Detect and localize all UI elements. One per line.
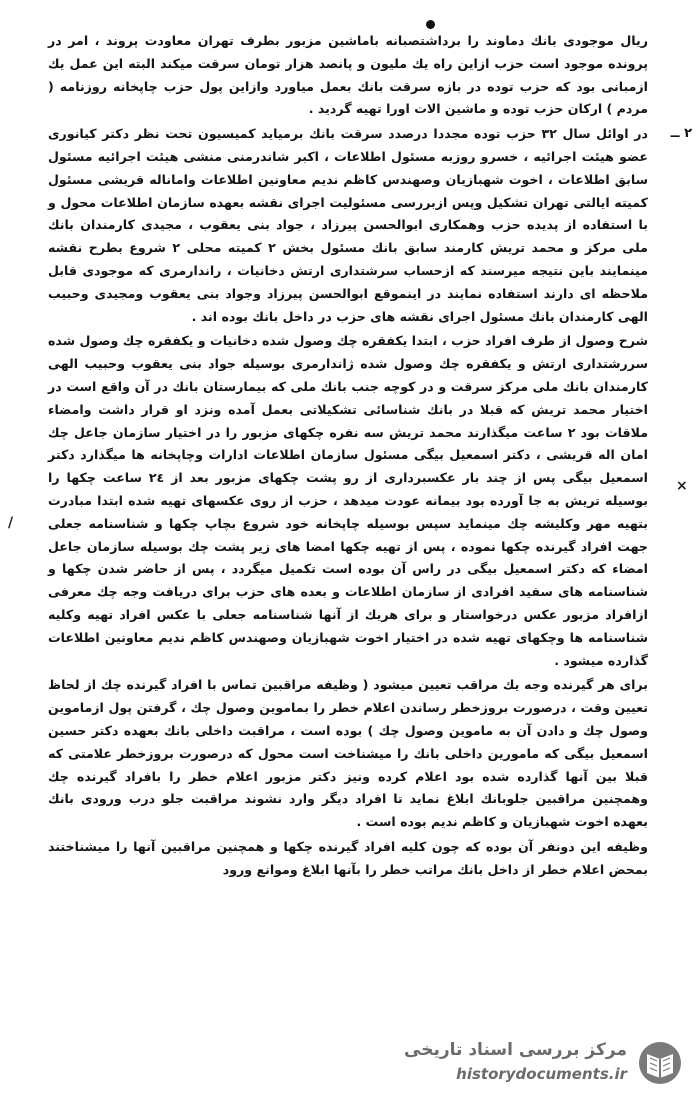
archive-website: historydocuments.ir bbox=[456, 1065, 627, 1083]
paragraph-3: شرح وصول از طرف افراد حزب ، ابتدا یکفقره چك وصول شده دخانیات و یکفقره چك وصول شده سررشتداری ارتش و یکفقره چك وصول شده ژاندارمری بوسیله جواد بنی یعقوب وحبیب الهی کارمندان بانك ملی مرکز سرقت و در کوچه جنب بانك ملی که بیمارستان بانك در آن واقع است در اختیار محمد تریش که قبلا در بانك شناسائی تشکیلاتی بعمل آمده ونزد او قرار داشت وامضاء ملاقات بود ٢ ساعت میگذارند محمد تریش سه نفره چکهای مزبور را در اختیار سازمان جاعل چك امان اله قریشی ، دکتر اسمعیل بیگی مسئول سازمان اطلاعات ادارات وچاپخانه ها میگذارد دکتر اسمعیل بیگی پس از چند بار عکسبرداری از رو پشت چکهای مزبور بعد از ٢٤ ساعت چکها را بوسیله تریش به جا آورده بود بیمانه عودت میدهد ، حزب از روی عکسهای تهیه شده ابتدا مبادرت بتهیه مهر وکلیشه چك مینماید سپس بوسیله چاپخانه خود شروع بچاپ چکها و شناسنامه جعلی جهت افراد گیرنده چکها نموده ، پس از تهیه چکها امضا های زیر پشت چك بوسیله سازمان جاعل امضاء که دکتر اسمعیل بیگی در راس آن بوده است تکمیل میگردد ، پس از حاضر شدن چکها و شناسنامه های سفید افرادی از سازمان اطلاعات و بعده های حزب برای دریافت وجه چك معرفی ازافراد مزبور عکس درخواستار و برای هریك از آنها شناسنامه جعلی با عکس افراد تهیه وکلیه شناسنامه ها وچکهای تهیه شده در اختیار اخوت شهبازیان وصهندس کاظم ندیم معاونین اطلاعات گذارده میشود . bbox=[48, 333, 649, 668]
paragraph-1: ریال موجودی بانك دماوند را برداشتصبانه باماشین مزبور بطرف تهران معاودت پروند ، امر در پرونده موجود است حزب ازاین راه یك ملیون و پانصد هزار تومان سرقت میکند البته این عمل یك ازمبانی بود كه حزب توده در بازه سرقت بانك بعمل میاورد وازاین پول حزب چاپخانه روزنامه ( مردم ) ارکان حزب توده و ماشین الات اورا تهیه گردید . bbox=[48, 33, 648, 117]
left-margin-mark: / bbox=[8, 515, 14, 531]
archive-brand-text: مرکز بررسی اسناد تاریخی bbox=[404, 1040, 627, 1060]
paragraph-4: برای هر گیرنده وجه یك مراقب تعیین میشود ( وظیفه مراقبین تماس با افراد گیرنده چك از لحاظ تعیین وقت ، درصورت بروزخطر رساندن اعلام خطر را بماموین وصول چك ، گرفتن پول ازماموین وصول چك و دادن آن به ماموین وصول چك ) بوده است ، مراقبت داخلی بانك بعهده دکتر حسین اسمعیل بیگی که مامورین داخلی بانك را میشناخت است محول که درصورت بروزخطر علامتی که قبلا بین آنها گذارده شده بود اعلام کرده ونیز دکتر مزبور اعلام خطر را بافراد گیرنده چك وهمچنین مراقبین جلوبانك ابلاغ نماید تا افراد دیگر وارد نشوند مراقبت جلو درب ورودی بانك بعهده اخوت شهبازیان و کاظم ندیم بوده است . bbox=[48, 677, 648, 830]
archive-watermark bbox=[404, 1038, 687, 1090]
paragraph-2 bbox=[48, 123, 692, 328]
paragraph-number-2: ٢ ــ bbox=[670, 126, 692, 142]
paragraph-5: وظیفه این دونفر آن بوده که چون کلیه افراد گیرنده چکها و همچنین مراقبین آنها را میشناختند بمحض اعلام خطر از داخل بانك مراتب خطر را بآنها ابلاغ وموانع ورود bbox=[48, 838, 648, 877]
paragraph-2-text: در اوائل سال ٣٢ حزب توده مجددا درصدد سرقت بانك برمیاید کمیسیون تحت نظر دکتر کیانوری عضو هیئت اجرائیه ، خسرو روزبه مسئول اطلاعات ، اکبر شاندرمنی منشی هیئت اجرائیه مسئول سابق اطلاعات ، اخوت شهبازیان وصهندس کاظم ندیم معاونین اطلاعات واماناله قریشی مسئول کمیته ایالتی تهران تشکیل وپس ازبررسی مسئولیت اجرای نقشه بعهده سازمان اطلاعات محول و با استفاده از پدیده حزب وهمکاری ابوالحسن پیرزاد ، جواد بنی یعقوب ، مجیدی كارمندان بانك ملی مرکز و محمد تریش کارمند سابق بانك مسئول بخش ٢ کمیته محلی ٢ شروع بطرح نقشه مینمایند باین نتیجه میرسند که ازحساب سرشتداری ارتش دخانیات ، راندارمری که موجودی قابل ملاحظه ای دارند استفاده نمایند در اینموقع ابوالحسن پیرزاد وجواد بنی یعقوب ومجیدی وحبیب الهی کارمندان بانك مسئول اجرای نقشه های حزب در داخل بانك بوده اند . bbox=[48, 126, 648, 324]
document-body bbox=[48, 30, 692, 883]
archive-book-icon bbox=[635, 1040, 685, 1086]
right-margin-mark: × bbox=[676, 478, 688, 494]
page-dot bbox=[426, 20, 435, 29]
